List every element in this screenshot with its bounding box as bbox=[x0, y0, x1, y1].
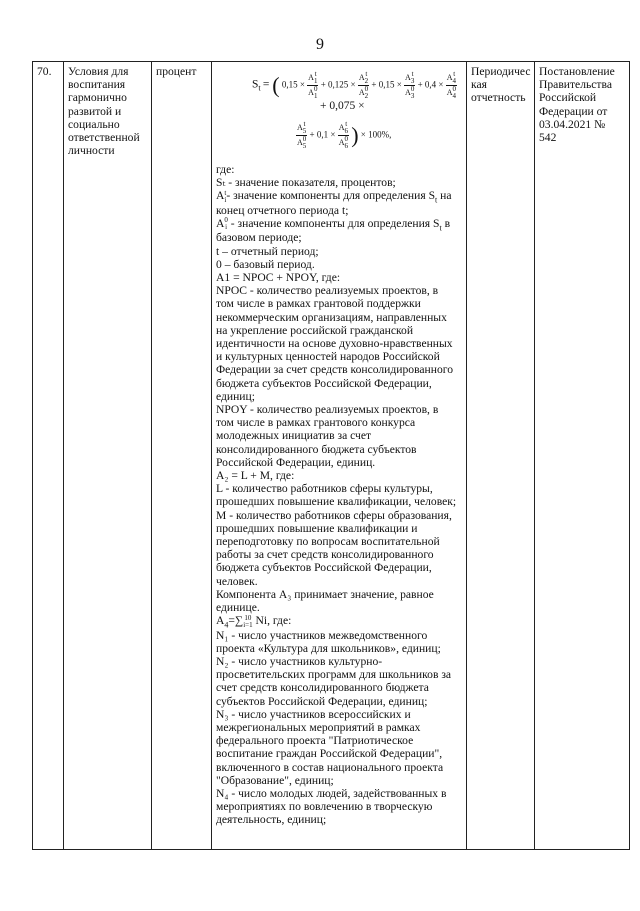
text-line: N₁ - число участников межведомственного bbox=[216, 628, 428, 642]
text-line: включенного в состав национального проекта bbox=[216, 760, 444, 774]
text-line: на укрепление российской гражданской bbox=[216, 323, 414, 337]
formula-line-3: A t 5 A 0 5 + 0,1 × A t 6 A 0 6 ) × 100%, bbox=[297, 120, 392, 150]
fraction-a1: A t 1 A 0 1 bbox=[308, 70, 318, 100]
text-line: переподготовку по вопросам воспитательной bbox=[216, 534, 440, 548]
def-ai0-cont: базовом периоде; bbox=[216, 231, 302, 245]
text-line: проекта «Культура для школьников», единиц; bbox=[216, 641, 441, 655]
text-line: N₂ - число участников культурно- bbox=[216, 654, 383, 668]
text-line: межрегиональных мероприятий в рамках bbox=[216, 720, 421, 734]
def-ai0: A 0 i - значение компоненты для определения $S_t$ в bbox=[216, 216, 451, 233]
text-line: том числе в рамках грантовой поддержки bbox=[216, 297, 421, 311]
method-cell bbox=[212, 62, 467, 850]
fraction-a4: A t 4 A 0 4 bbox=[446, 70, 457, 100]
fraction-a2: A t 2 A 0 2 bbox=[358, 70, 369, 100]
fraction-a3: A t 3 A 0 3 bbox=[405, 70, 415, 100]
text-line: воспитание граждан Российской Федерации", bbox=[216, 747, 443, 761]
def-ait-cont: конец отчетного периода t; bbox=[216, 203, 349, 217]
text-line: t – отчетный период; bbox=[216, 244, 319, 258]
method-type-cell: Периодичес кая отчетность bbox=[467, 62, 535, 850]
text-line: молодежных инициатив за счет bbox=[216, 429, 372, 443]
text-line: идентичности на основе духовно-нравственных bbox=[216, 336, 453, 350]
text-line: счет средств консолидированного бюджета bbox=[216, 681, 429, 695]
text-line: человек. bbox=[216, 574, 258, 588]
text-line: деятельность, единиц; bbox=[216, 813, 327, 827]
text-line: том числе в рамках грантового конкурса bbox=[216, 416, 416, 430]
text-line: некоммерческим организациям, направленных bbox=[216, 310, 447, 324]
description-lines-2 bbox=[216, 629, 462, 827]
text-line: просветительских программ для школьников за bbox=[216, 668, 452, 682]
text-line: M - количество работников сферы образования, bbox=[216, 508, 452, 522]
text-line: NPOC - количество реализуемых проектов, в bbox=[216, 284, 439, 298]
where-label: где: bbox=[216, 163, 235, 176]
text-line: мероприятиях по вовлечению в творческую bbox=[216, 800, 433, 814]
formula-line-2: + 0,075 × bbox=[320, 100, 365, 112]
text-line: и культурных ценностей народов Российской bbox=[216, 350, 440, 364]
a4-formula: $A_4=\sum$ 10 i=1 Ni, где: bbox=[216, 613, 292, 630]
text-line: единице. bbox=[216, 600, 260, 614]
text-line: бюджета субъектов Российской Федерации, bbox=[216, 561, 432, 575]
text-line: N₃ - число участников всероссийских и bbox=[216, 707, 411, 721]
text-line: N₄ - число молодых людей, задействованных в bbox=[216, 786, 447, 800]
text-line: субъектов Российской Федерации, единиц; bbox=[216, 694, 428, 708]
text-line: консолидированного бюджета субъектов bbox=[216, 442, 417, 456]
text-line: федерального проекта "Патриотическое bbox=[216, 734, 414, 748]
row-number: 70. bbox=[33, 62, 64, 850]
fraction-a5: A t 5 A 0 5 bbox=[297, 120, 307, 150]
method-description bbox=[216, 163, 462, 827]
text-line: работы за счет средств консолидированного bbox=[216, 548, 434, 562]
def-st: Sₜ - значение показателя, процентов; bbox=[216, 176, 396, 190]
text-line: бюджета субъектов Российской Федерации, bbox=[216, 376, 432, 390]
formula bbox=[216, 65, 462, 163]
text-line: A₂ = L + M, где: bbox=[216, 468, 295, 482]
text-line: A1 = NPOC + NPOY, где: bbox=[216, 270, 341, 284]
table-row bbox=[33, 62, 630, 850]
formula-line-1: $S_t$ = ( 0,15 × A t 1 A 0 1 + 0,125 × A t 2 A 0 2 + 0,15 × A t 3 A 0 3 + 0,4 × A t 4 A 0 4 bbox=[252, 70, 457, 100]
description-lines bbox=[216, 245, 462, 615]
text-line: Российской Федерации, единиц. bbox=[216, 455, 376, 469]
indicator-name: Условия для воспитания гармонично развитой и социально ответственной личности bbox=[64, 62, 152, 850]
text-line: прошедших повышение квалификации, человек; bbox=[216, 495, 457, 509]
def-ait: A t i - значение компоненты для определения $S_t$ на bbox=[216, 188, 452, 205]
fraction-a6: A t 6 A 0 6 bbox=[338, 120, 348, 150]
page-number: 9 bbox=[316, 36, 324, 53]
text-line: единиц; bbox=[216, 389, 255, 403]
text-line: 0 – базовый период. bbox=[216, 257, 315, 271]
text-line: L - количество работников сферы культуры, bbox=[216, 482, 433, 496]
text-line: NPOY - количество реализуемых проектов, в bbox=[216, 402, 439, 416]
text-line: прошедших повышение квалификации и bbox=[216, 521, 418, 535]
unit-cell: процент bbox=[152, 62, 212, 850]
source-cell: Постановление Правительства Российской Федерации от 03.04.2021 № 542 bbox=[535, 62, 630, 850]
text-line: "Образование", единиц; bbox=[216, 773, 334, 787]
indicator-table bbox=[32, 61, 630, 850]
text-line: Федерации за счет средств консолидированного bbox=[216, 363, 454, 377]
text-line: Компонента A₃ принимает значение, равное bbox=[216, 587, 434, 601]
